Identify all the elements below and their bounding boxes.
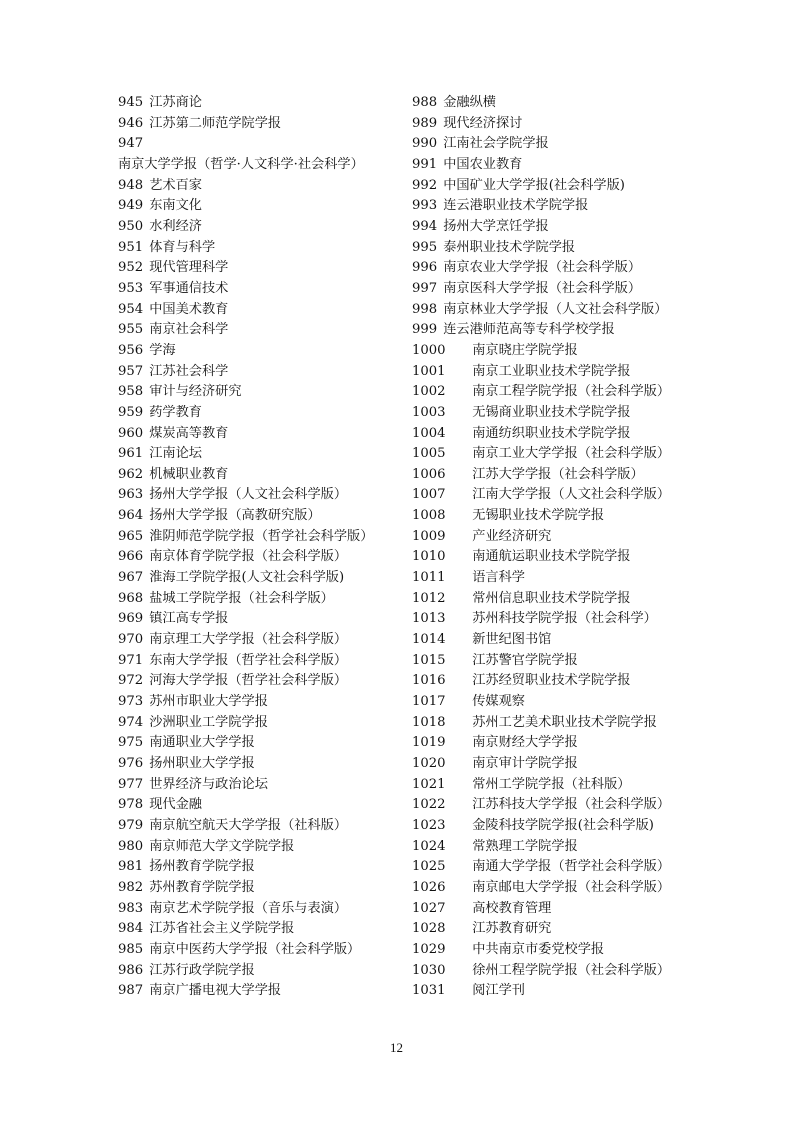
list-item [412, 279, 702, 300]
entry-number: 1017 [412, 694, 446, 710]
left-column [118, 93, 393, 1002]
journal-title: 学海 [149, 342, 176, 358]
journal-title: 无锡职业技术学院学报 [472, 508, 605, 524]
entry-number: 959 [118, 404, 144, 420]
entry-number: 978 [118, 797, 144, 813]
journal-title: 苏州教育学院学报 [149, 879, 255, 895]
journal-title: 南京审计学院学报 [472, 756, 578, 771]
list-item [412, 527, 702, 548]
entry-number: 955 [118, 322, 144, 338]
list-item [412, 733, 702, 754]
list-item [118, 196, 393, 217]
journal-title: 南京艺术学院学报（音乐与表演） [149, 900, 348, 916]
list-item [412, 795, 702, 816]
list-item [118, 93, 393, 114]
entry-number: 1023 [412, 817, 446, 833]
list-item [118, 940, 393, 961]
entry-number: 983 [118, 900, 144, 916]
journal-title: 江苏警官学院学报 [472, 652, 578, 668]
entry-number: 984 [118, 921, 144, 937]
list-item [412, 444, 702, 465]
journal-title: 扬州教育学院学报 [149, 859, 255, 875]
journal-title: 产业经济研究 [472, 528, 552, 544]
journal-title: 淮海工学院学报(人文社会科学版) [149, 570, 345, 586]
journal-title: 江苏经贸职业技术学院学报 [472, 673, 631, 689]
journal-title: 江苏第二师范学院学报 [149, 115, 282, 131]
entry-number: 991 [412, 156, 438, 172]
list-item [412, 465, 702, 486]
list-item [118, 320, 393, 341]
list-item [118, 506, 393, 527]
entry-number: 995 [412, 239, 438, 255]
journal-title: 语言科学 [472, 570, 525, 586]
journal-title: 阅江学刊 [472, 983, 525, 999]
entry-number: 1014 [412, 632, 446, 648]
journal-title: 镇江高专学报 [149, 611, 229, 627]
list-item [118, 671, 393, 692]
right-column [412, 93, 702, 1002]
entry-number: 949 [118, 198, 144, 214]
journal-title: 苏州科技学院学报（社会科学） [472, 611, 657, 627]
journal-title: 连云港职业技术学院学报 [443, 198, 589, 214]
list-item [412, 692, 702, 713]
journal-title: 苏州市职业大学学报 [149, 694, 268, 710]
journal-title: 中国美术教育 [149, 301, 229, 317]
entry-number: 1018 [412, 714, 446, 730]
entry-number: 945 [118, 95, 144, 110]
journal-title: 煤炭高等教育 [149, 425, 229, 441]
list-item [118, 919, 393, 940]
journal-title: 南京工程学院学报（社会科学版） [472, 384, 671, 400]
list-item [412, 609, 702, 630]
journal-title: 现代管理科学 [149, 260, 229, 276]
journal-title: 药学教育 [149, 404, 202, 420]
journal-title: 连云港师范高等专科学校学报 [443, 322, 615, 338]
entry-number: 1024 [412, 838, 446, 854]
journal-title: 扬州大学学报（高教研究版） [149, 508, 321, 524]
entry-number: 1010 [412, 549, 446, 565]
list-item [118, 362, 393, 383]
journal-title: 南京工业职业技术学院学报 [472, 363, 631, 379]
list-item [118, 775, 393, 796]
journal-title: 南京中医药大学学报（社会科学版） [149, 941, 361, 957]
entry-number: 948 [118, 177, 144, 193]
journal-title: 南京社会科学 [149, 322, 229, 338]
list-item [118, 547, 393, 568]
list-item [118, 403, 393, 424]
journal-title: 泰州职业技术学院学报 [443, 239, 576, 255]
list-item [412, 93, 702, 114]
entry-number: 1031 [412, 983, 446, 999]
list-item [412, 775, 702, 796]
list-item [118, 300, 393, 321]
entry-number: 990 [412, 136, 438, 152]
entry-number: 1020 [412, 756, 446, 771]
entry-number: 958 [118, 384, 144, 400]
journal-title: 中国农业教育 [443, 156, 523, 172]
entry-number: 954 [118, 301, 144, 317]
journal-title: 南通纺织职业技术学院学报 [472, 425, 631, 441]
entry-number: 1019 [412, 735, 446, 751]
entry-number: 1001 [412, 363, 446, 379]
journal-title: 金陵科技学院学报(社会科学版) [472, 817, 654, 833]
entry-number: 953 [118, 280, 144, 296]
entry-number: 1009 [412, 528, 446, 544]
list-item [412, 857, 702, 878]
entry-number: 951 [118, 239, 144, 255]
entry-number: 1003 [412, 404, 446, 420]
list-item [412, 217, 702, 238]
list-item [118, 754, 393, 775]
list-item [118, 733, 393, 754]
entry-number: 1027 [412, 900, 446, 916]
entry-number: 999 [412, 322, 438, 338]
list-item [412, 589, 702, 610]
journal-title: 南京财经大学学报 [472, 735, 578, 751]
list-item [412, 547, 702, 568]
list-item [118, 485, 393, 506]
list-item [412, 899, 702, 920]
journal-title: 现代金融 [149, 797, 202, 813]
journal-title: 扬州大学烹饪学报 [443, 218, 549, 234]
list-item [412, 919, 702, 940]
list-item [412, 961, 702, 982]
journal-title: 沙洲职业工学院学报 [149, 714, 268, 730]
list-item [118, 713, 393, 734]
entry-number: 993 [412, 198, 438, 214]
list-item [412, 155, 702, 176]
list-item [412, 176, 702, 197]
entry-number: 970 [118, 632, 144, 648]
list-item [412, 382, 702, 403]
entry-number: 1011 [412, 570, 446, 586]
list-item [118, 630, 393, 651]
list-item [412, 341, 702, 362]
entry-number: 1006 [412, 466, 446, 482]
entry-number: 1013 [412, 611, 446, 627]
entry-number: 1029 [412, 941, 446, 957]
list-item [412, 362, 702, 383]
list-item [118, 527, 393, 548]
list-item [118, 795, 393, 816]
journal-title: 机械职业教育 [149, 466, 229, 482]
journal-title: 江苏科技大学学报（社会科学版） [472, 797, 671, 813]
list-item [412, 981, 702, 1002]
page-number: 12 [390, 1040, 403, 1055]
journal-title: 南京晓庄学院学报 [472, 342, 578, 358]
entry-number: 967 [118, 570, 144, 586]
list-item [118, 589, 393, 610]
journal-title: 江苏大学学报（社会科学版） [472, 466, 644, 482]
list-item [412, 403, 702, 424]
journal-title: 南京广播电视大学学报 [149, 983, 282, 999]
entry-number: 1002 [412, 384, 446, 400]
journal-title: 南京农业大学学报（社会科学版） [443, 260, 642, 276]
entry-number: 969 [118, 611, 144, 627]
journal-title: 高校教育管理 [472, 900, 552, 916]
list-item [118, 878, 393, 899]
list-item [118, 465, 393, 486]
list-item [412, 878, 702, 899]
journal-title: 扬州职业大学学报 [149, 756, 255, 771]
list-item [118, 217, 393, 238]
journal-title: 艺术百家 [149, 177, 202, 193]
journal-title: 扬州大学学报（人文社会科学版） [149, 487, 348, 503]
list-item [118, 857, 393, 878]
list-item [412, 114, 702, 135]
entry-number: 989 [412, 115, 438, 131]
list-item [412, 816, 702, 837]
list-item [118, 279, 393, 300]
entry-number: 1030 [412, 962, 446, 978]
journal-title: 无锡商业职业技术学院学报 [472, 404, 631, 420]
entry-number: 971 [118, 652, 144, 668]
journal-title: 东南文化 [149, 198, 202, 214]
list-item [412, 671, 702, 692]
entry-number: 1004 [412, 425, 446, 441]
entry-number: 974 [118, 714, 144, 730]
journal-title: 现代经济探讨 [443, 115, 523, 131]
entry-number: 1007 [412, 487, 446, 503]
entry-number: 976 [118, 756, 144, 771]
entry-number: 996 [412, 260, 438, 276]
journal-title: 江苏省社会主义学院学报 [149, 921, 295, 937]
journal-title: 常州工学院学报（社科版） [472, 776, 631, 792]
list-item [118, 341, 393, 362]
entry-number: 956 [118, 342, 144, 358]
journal-title: 盐城工学院学报（社会科学版） [149, 590, 334, 606]
list-item [412, 424, 702, 445]
entry-number: 965 [118, 528, 144, 544]
list-item [118, 424, 393, 445]
entry-number: 946 [118, 115, 144, 131]
list-item [412, 630, 702, 651]
journal-title: 中国矿业大学学报(社会科学版) [443, 177, 625, 193]
journal-title: 江苏教育研究 [472, 921, 552, 937]
journal-title: 江南论坛 [149, 446, 202, 462]
list-item [118, 837, 393, 858]
entry-number: 994 [412, 218, 438, 234]
journal-title: 常州信息职业技术学院学报 [472, 590, 631, 606]
list-item [412, 568, 702, 589]
entry-number: 980 [118, 838, 144, 854]
journal-title: 南通大学学报（哲学社会科学版） [472, 859, 671, 875]
entry-number: 977 [118, 776, 144, 792]
list-item [118, 176, 393, 197]
journal-title: 河海大学学报（哲学社会科学版） [149, 673, 348, 689]
entry-number: 972 [118, 673, 144, 689]
list-item [118, 382, 393, 403]
journal-title: 中共南京市委党校学报 [472, 941, 605, 957]
journal-title: 南京林业大学学报（人文社会科学版） [443, 301, 668, 317]
entry-number: 998 [412, 301, 438, 317]
entry-number: 947 [118, 136, 144, 152]
list-item [118, 568, 393, 589]
entry-number: 968 [118, 590, 144, 606]
entry-number: 1012 [412, 590, 446, 606]
entry-number: 1008 [412, 508, 446, 524]
journal-title: 江南社会学院学报 [443, 136, 549, 152]
journal-title: 南京理工大学学报（社会科学版） [149, 632, 348, 648]
list-item [118, 444, 393, 465]
journal-title: 世界经济与政治论坛 [149, 776, 268, 792]
journal-title: 徐州工程学院学报（社会科学版） [472, 962, 671, 978]
list-item [412, 754, 702, 775]
journal-title: 传媒观察 [472, 694, 525, 710]
entry-number: 1026 [412, 879, 446, 895]
entry-number: 1000 [412, 342, 446, 358]
journal-title: 南京师范大学文学院学报 [149, 838, 295, 854]
list-item [412, 940, 702, 961]
list-item [118, 981, 393, 1002]
journal-title: 常熟理工学院学报 [472, 838, 578, 854]
list-item [412, 300, 702, 321]
list-item [118, 816, 393, 837]
list-item [118, 258, 393, 279]
entry-number: 975 [118, 735, 144, 751]
journal-title: 南通职业大学学报 [149, 735, 255, 751]
journal-title: 南京工业大学学报（社会科学版） [472, 446, 671, 462]
list-item [118, 651, 393, 672]
entry-number: 1016 [412, 673, 446, 689]
list-item [412, 506, 702, 527]
entry-number: 1025 [412, 859, 446, 875]
journal-title: 审计与经济研究 [149, 384, 242, 400]
journal-title: 南通航运职业技术学院学报 [472, 549, 631, 565]
journal-title: 淮阴师范学院学报（哲学社会科学版） [149, 528, 374, 544]
entry-number: 1028 [412, 921, 446, 937]
entry-number: 963 [118, 487, 144, 503]
list-item [412, 485, 702, 506]
entry-number: 966 [118, 549, 144, 565]
entry-number: 979 [118, 817, 144, 833]
list-item [118, 609, 393, 630]
entry-number: 961 [118, 446, 144, 462]
journal-title: 南京体育学院学报（社会科学版） [149, 549, 348, 565]
entry-number: 952 [118, 260, 144, 276]
journal-title: 东南大学学报（哲学社会科学版） [149, 652, 348, 668]
entry-number: 1005 [412, 446, 446, 462]
entry-number: 957 [118, 363, 144, 379]
list-item [118, 961, 393, 982]
journal-title: 南京航空航天大学学报（社科版） [149, 817, 348, 833]
entry-number: 1021 [412, 776, 446, 792]
journal-title: 南京医科大学学报（社会科学版） [443, 280, 642, 296]
journal-title: 金融纵横 [443, 95, 496, 110]
journal-title: 军事通信技术 [149, 280, 229, 296]
journal-title: 水利经济 [149, 218, 202, 234]
list-item [118, 114, 393, 135]
entry-number: 997 [412, 280, 438, 296]
list-item [118, 134, 393, 175]
list-item [412, 258, 702, 279]
list-item [412, 713, 702, 734]
list-item [412, 196, 702, 217]
journal-title: 南京大学学报（哲学·人文科学·社会科学） [118, 156, 364, 172]
entry-number: 964 [118, 508, 144, 524]
entry-number: 981 [118, 859, 144, 875]
entry-number: 988 [412, 95, 438, 110]
entry-number: 987 [118, 983, 144, 999]
list-item [412, 837, 702, 858]
list-item [118, 238, 393, 259]
journal-title: 苏州工艺美术职业技术学院学报 [472, 714, 657, 730]
journal-title: 江苏行政学院学报 [149, 962, 255, 978]
entry-number: 960 [118, 425, 144, 441]
list-item [412, 134, 702, 155]
journal-title: 江苏社会科学 [149, 363, 229, 379]
entry-number: 950 [118, 218, 144, 234]
entry-number: 1022 [412, 797, 446, 813]
list-item [412, 651, 702, 672]
entry-number: 973 [118, 694, 144, 710]
entry-number: 992 [412, 177, 438, 193]
entry-number: 1015 [412, 652, 446, 668]
journal-title: 南京邮电大学学报（社会科学版） [472, 879, 671, 895]
journal-title: 江南大学学报（人文社会科学版） [472, 487, 671, 503]
list-item [412, 238, 702, 259]
entry-number: 986 [118, 962, 144, 978]
entry-number: 982 [118, 879, 144, 895]
journal-title: 江苏商论 [149, 95, 202, 110]
list-item [118, 692, 393, 713]
entry-number: 962 [118, 466, 144, 482]
list-item [412, 320, 702, 341]
list-item [118, 899, 393, 920]
journal-title: 体育与科学 [149, 239, 216, 255]
journal-title: 新世纪图书馆 [472, 632, 552, 648]
entry-number: 985 [118, 941, 144, 957]
